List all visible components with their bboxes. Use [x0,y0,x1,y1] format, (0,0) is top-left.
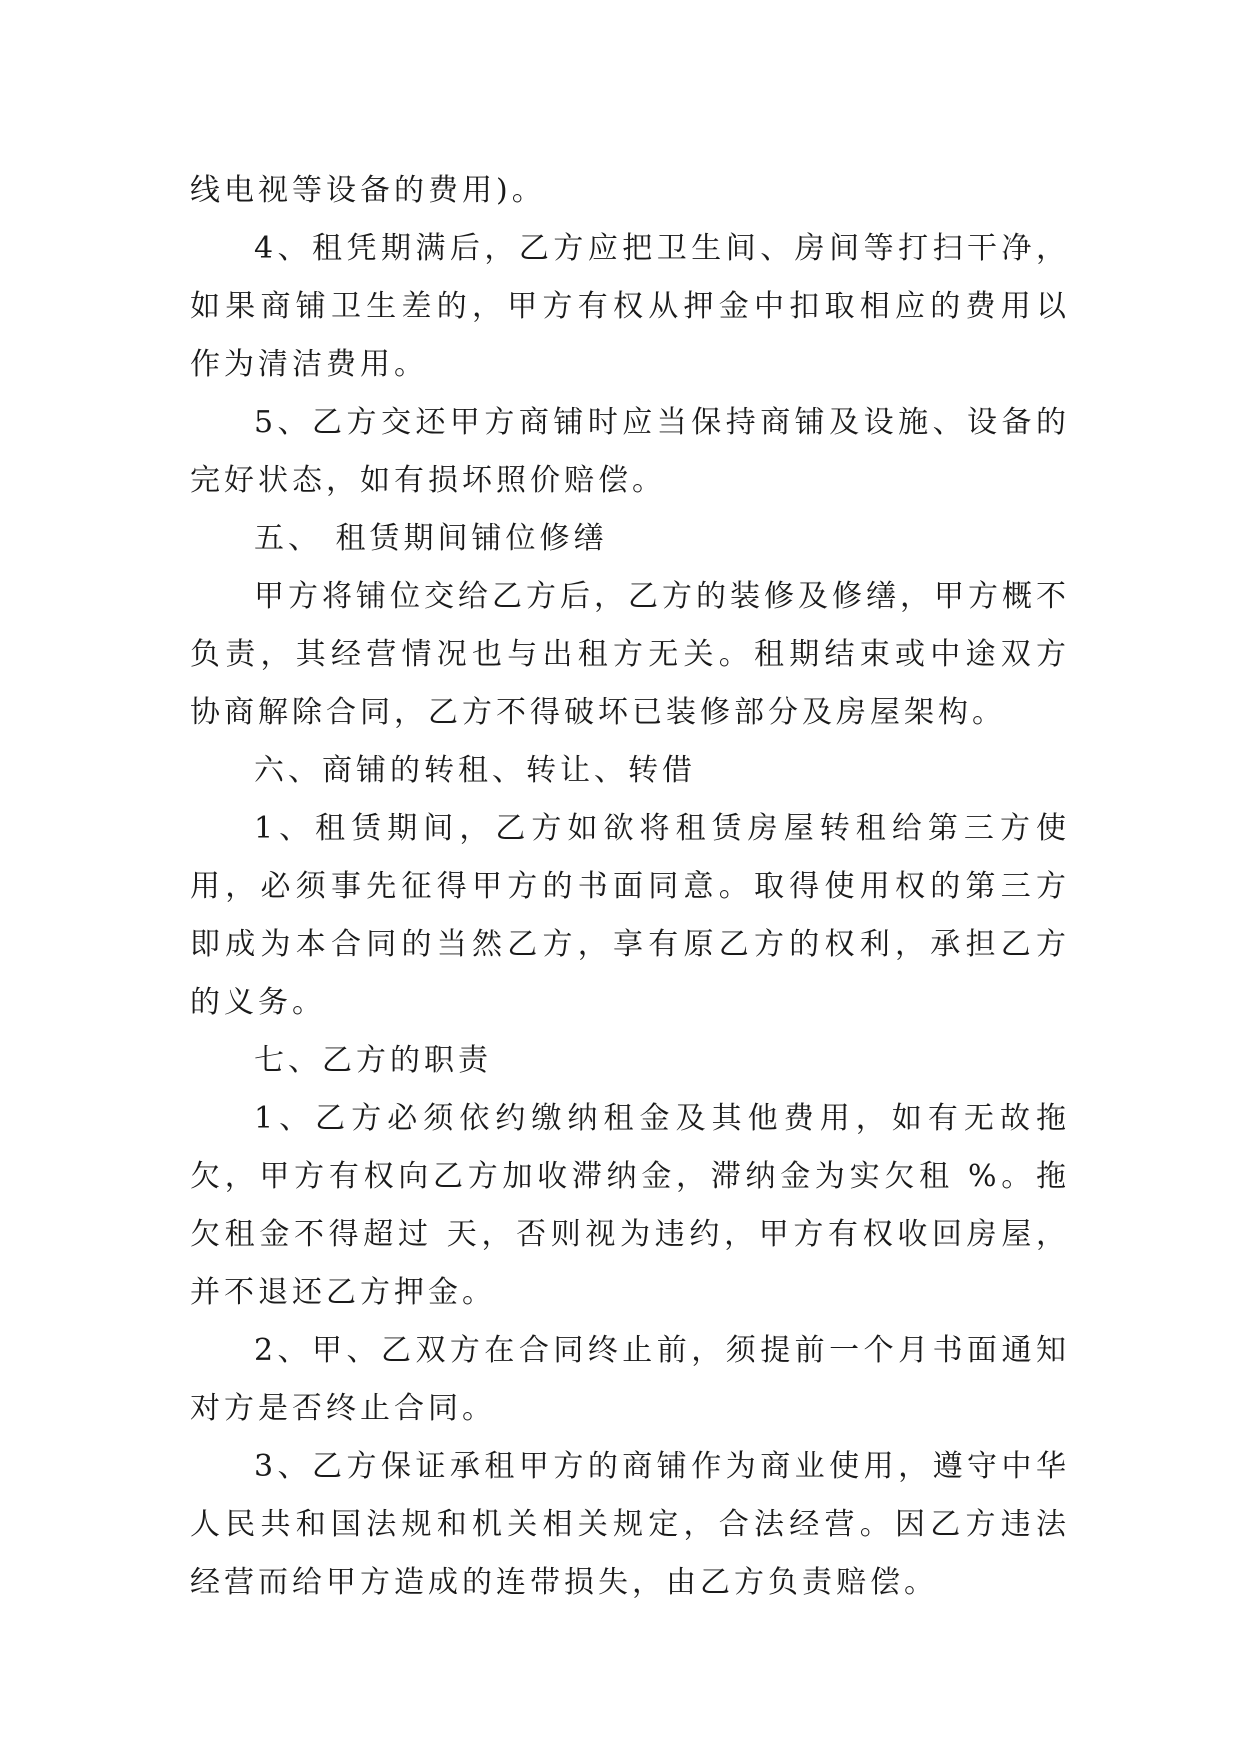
paragraph-clause-5: 5、乙方交还甲方商铺时应当保持商铺及设施、设备的完好状态，如有损坏照价赔偿。 [190,405,1070,498]
paragraph-continuation: 线电视等设备的费用)。 [190,173,546,208]
document-body [190,162,1070,1612]
paragraph-repairs: 甲方将铺位交给乙方后，乙方的装修及修缮，甲方概不负责，其经营情况也与出租方无关。租期结束或中途双方协商解除合同，乙方不得破坏已装修部分及房屋架构。 [190,579,1070,730]
paragraph-duty-1: 1、乙方必须依约缴纳租金及其他费用，如有无故拖欠，甲方有权向乙方加收滞纳金，滞纳金为实欠租 %。拖欠租金不得超过 天，否则视为违约，甲方有权收回房屋，并不退还乙方押金。 [190,1101,1070,1310]
section-heading-5: 五、 租赁期间铺位修缮 [254,521,608,556]
paragraph-duty-3: 3、乙方保证承租甲方的商铺作为商业使用，遵守中华人民共和国法规和机关相关规定，合法经营。因乙方违法经营而给甲方造成的连带损失，由乙方负责赔偿。 [190,1449,1070,1600]
paragraph-clause-4: 4、租凭期满后，乙方应把卫生间、房间等打扫干净，如果商铺卫生差的，甲方有权从押金中扣取相应的费用以作为清洁费用。 [190,231,1070,382]
paragraph-duty-2: 2、甲、乙双方在合同终止前，须提前一个月书面通知对方是否终止合同。 [190,1333,1070,1426]
section-heading-6: 六、商铺的转租、转让、转借 [254,753,696,788]
section-heading-7: 七、乙方的职责 [254,1043,492,1078]
paragraph-sublease: 1、租赁期间，乙方如欲将租赁房屋转租给第三方使用，必须事先征得甲方的书面同意。取得使用权的第三方即成为本合同的当然乙方，享有原乙方的权利，承担乙方的义务。 [190,811,1070,1020]
